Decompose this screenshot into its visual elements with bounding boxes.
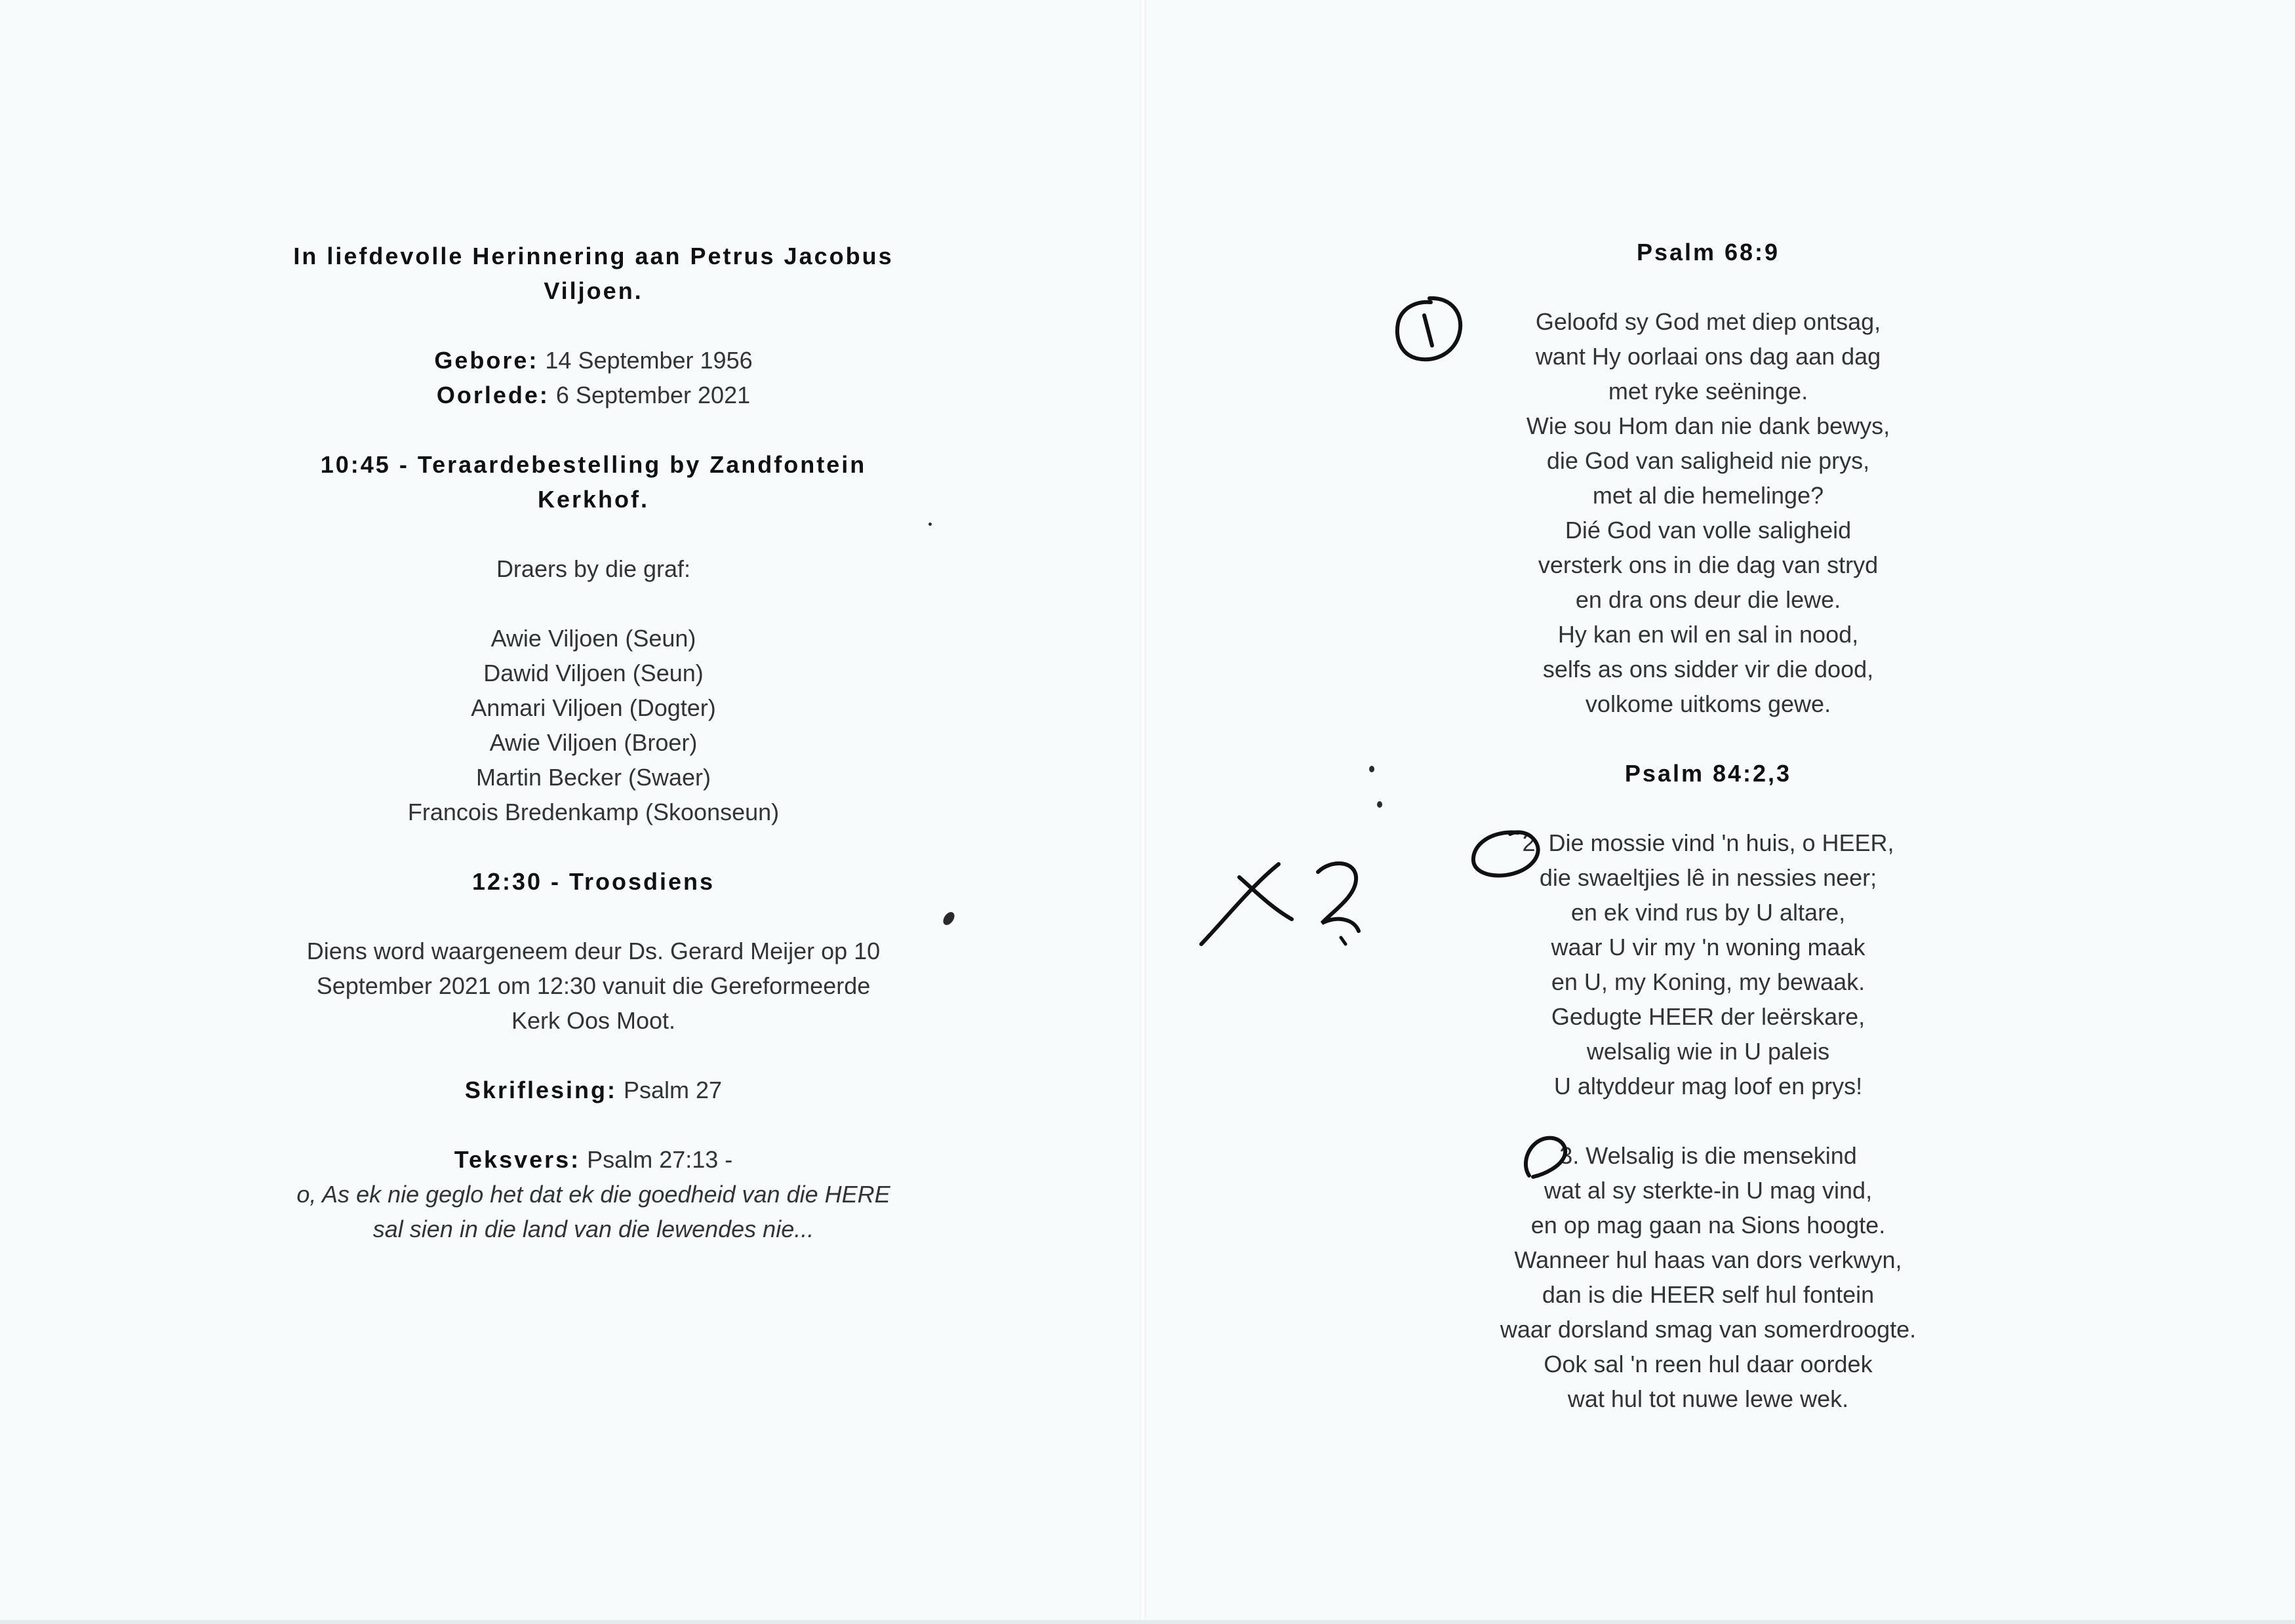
text-verse-line: [0, 1142, 1187, 1177]
verse-line: en ek vind rus by U altare,: [1570, 899, 1846, 926]
verse-line: want Hy oorlaai ons dag aan dag: [1535, 343, 1881, 370]
verse-line: versterk ons in die dag van stryd: [1538, 551, 1879, 578]
verse-line: en op mag gaan na Sions hoogte.: [1530, 1212, 1886, 1238]
verse-line: dan is die HEER self hul fontein: [1542, 1281, 1875, 1308]
bearer-item: Martin Becker (Swaer): [475, 764, 711, 791]
handwritten-circle-1: [1390, 292, 1469, 370]
text-verse-value: Psalm 27:13 -: [580, 1146, 733, 1173]
verse-line: waar U vir my 'n woning maak: [1551, 934, 1866, 961]
bearers-list: [0, 621, 1187, 829]
text-verse-quote: sal sien in die land van die lewendes nie...: [372, 1216, 814, 1242]
ink-speck: [1377, 801, 1382, 808]
reading-label: Skriflesing:: [464, 1077, 617, 1103]
verse-line: Gedugte HEER der leërskare,: [1551, 1003, 1866, 1030]
handwritten-times-two: [1193, 846, 1377, 964]
verse-line: waar dorsland smag van somerdroogte.: [1500, 1316, 1917, 1343]
bearer-item: Anmari Viljoen (Dogter): [471, 694, 716, 721]
verse-line: 3. Welsalig is die mensekind: [1559, 1142, 1857, 1169]
handwritten-circle-verse-2: [1466, 825, 1551, 884]
burial-heading-line: 10:45 - Teraardebestelling by Zandfontein: [320, 451, 867, 478]
memorial-title-line: Viljoen.: [544, 277, 643, 304]
service-text-line: September 2021 om 12:30 vanuit die Gereformeerde: [316, 972, 871, 999]
text-verse-quote: o, As ek nie geglo het dat ek die goedheid van die HERE: [296, 1181, 890, 1208]
burial-heading: [0, 447, 1187, 517]
burial-heading-line: Kerkhof.: [537, 486, 650, 513]
verse-line: 2. Die mossie vind 'n huis, o HEER,: [1522, 829, 1894, 856]
handwritten-circle-verse-3: [1516, 1131, 1575, 1183]
bearer-item: Awie Viljoen (Broer): [489, 729, 698, 756]
verse-line: Dié God van volle saligheid: [1565, 517, 1852, 544]
born-value: 14 September 1956: [538, 347, 753, 374]
text-verse-block: [0, 1142, 1187, 1246]
verse-line: Geloofd sy God met diep ontsag,: [1535, 308, 1881, 335]
ink-speck: [1369, 766, 1374, 772]
died-value: 6 September 2021: [549, 382, 751, 408]
verse-line: met al die hemelinge?: [1592, 482, 1824, 509]
bearers-heading: Draers by die graf:: [496, 555, 691, 582]
verse-line: volkome uitkoms gewe.: [1585, 690, 1831, 717]
verse-line: en U, my Koning, my bewaak.: [1551, 968, 1866, 995]
verse-line: die God van saligheid nie prys,: [1546, 447, 1870, 474]
verse-line: U altyddeur mag loof en prys!: [1553, 1073, 1863, 1099]
dates-block: [0, 343, 1187, 412]
bearer-item: Dawid Viljoen (Seun): [483, 660, 704, 686]
memorial-title-line: In liefdevolle Herinnering aan Petrus Jacobus: [293, 243, 894, 269]
verse-line: Wanneer hul haas van dors verkwyn,: [1514, 1246, 1902, 1273]
verse-line: wat hul tot nuwe lewe wek.: [1567, 1385, 1849, 1412]
verse-line: Ook sal 'n reen hul daar oordek: [1544, 1351, 1873, 1377]
verse-line: selfs as ons sidder vir die dood,: [1542, 656, 1874, 683]
reading-value: Psalm 27: [616, 1077, 723, 1103]
verse-line: wat al sy sterkte-in U mag vind,: [1544, 1177, 1873, 1204]
bottom-edge: [0, 1620, 2295, 1624]
bearer-item: Francois Bredenkamp (Skoonseun): [407, 799, 780, 825]
born-line: [0, 343, 1187, 378]
psalm-68-title: Psalm 68:9: [1636, 239, 1780, 266]
died-label: Oorlede:: [436, 382, 549, 408]
psalm-84-verse-3: [1416, 1138, 2000, 1416]
born-label: Gebore:: [434, 347, 539, 374]
verse-line: welsalig wie in U paleis: [1586, 1038, 1830, 1065]
memorial-title: [0, 239, 1187, 308]
service-text-line: Kerk Oos Moot.: [511, 1007, 676, 1034]
service-text-line: Diens word waargeneem deur Ds. Gerard Meijer op 10: [306, 938, 881, 964]
verse-line: Wie sou Hom dan nie dank bewys,: [1526, 412, 1890, 439]
ink-speck: [928, 523, 932, 526]
psalm-68-verse: [1416, 304, 2000, 721]
verse-line: en dra ons deur die lewe.: [1575, 586, 1841, 613]
service-heading: 12:30 - Troosdiens: [471, 868, 715, 895]
service-text: [0, 934, 1187, 1038]
left-column: [0, 239, 1187, 1281]
bearer-item: Awie Viljoen (Seun): [490, 625, 696, 652]
verse-line: die swaeltjies lê in nessies neer;: [1539, 864, 1877, 891]
verse-line: Hy kan en wil en sal in nood,: [1557, 621, 1859, 648]
reading-line: [0, 1073, 1187, 1107]
text-verse-label: Teksvers:: [454, 1146, 581, 1173]
died-line: [0, 378, 1187, 412]
psalm-84-title: Psalm 84:2,3: [1624, 760, 1792, 787]
verse-line: met ryke seëninge.: [1608, 378, 1808, 405]
